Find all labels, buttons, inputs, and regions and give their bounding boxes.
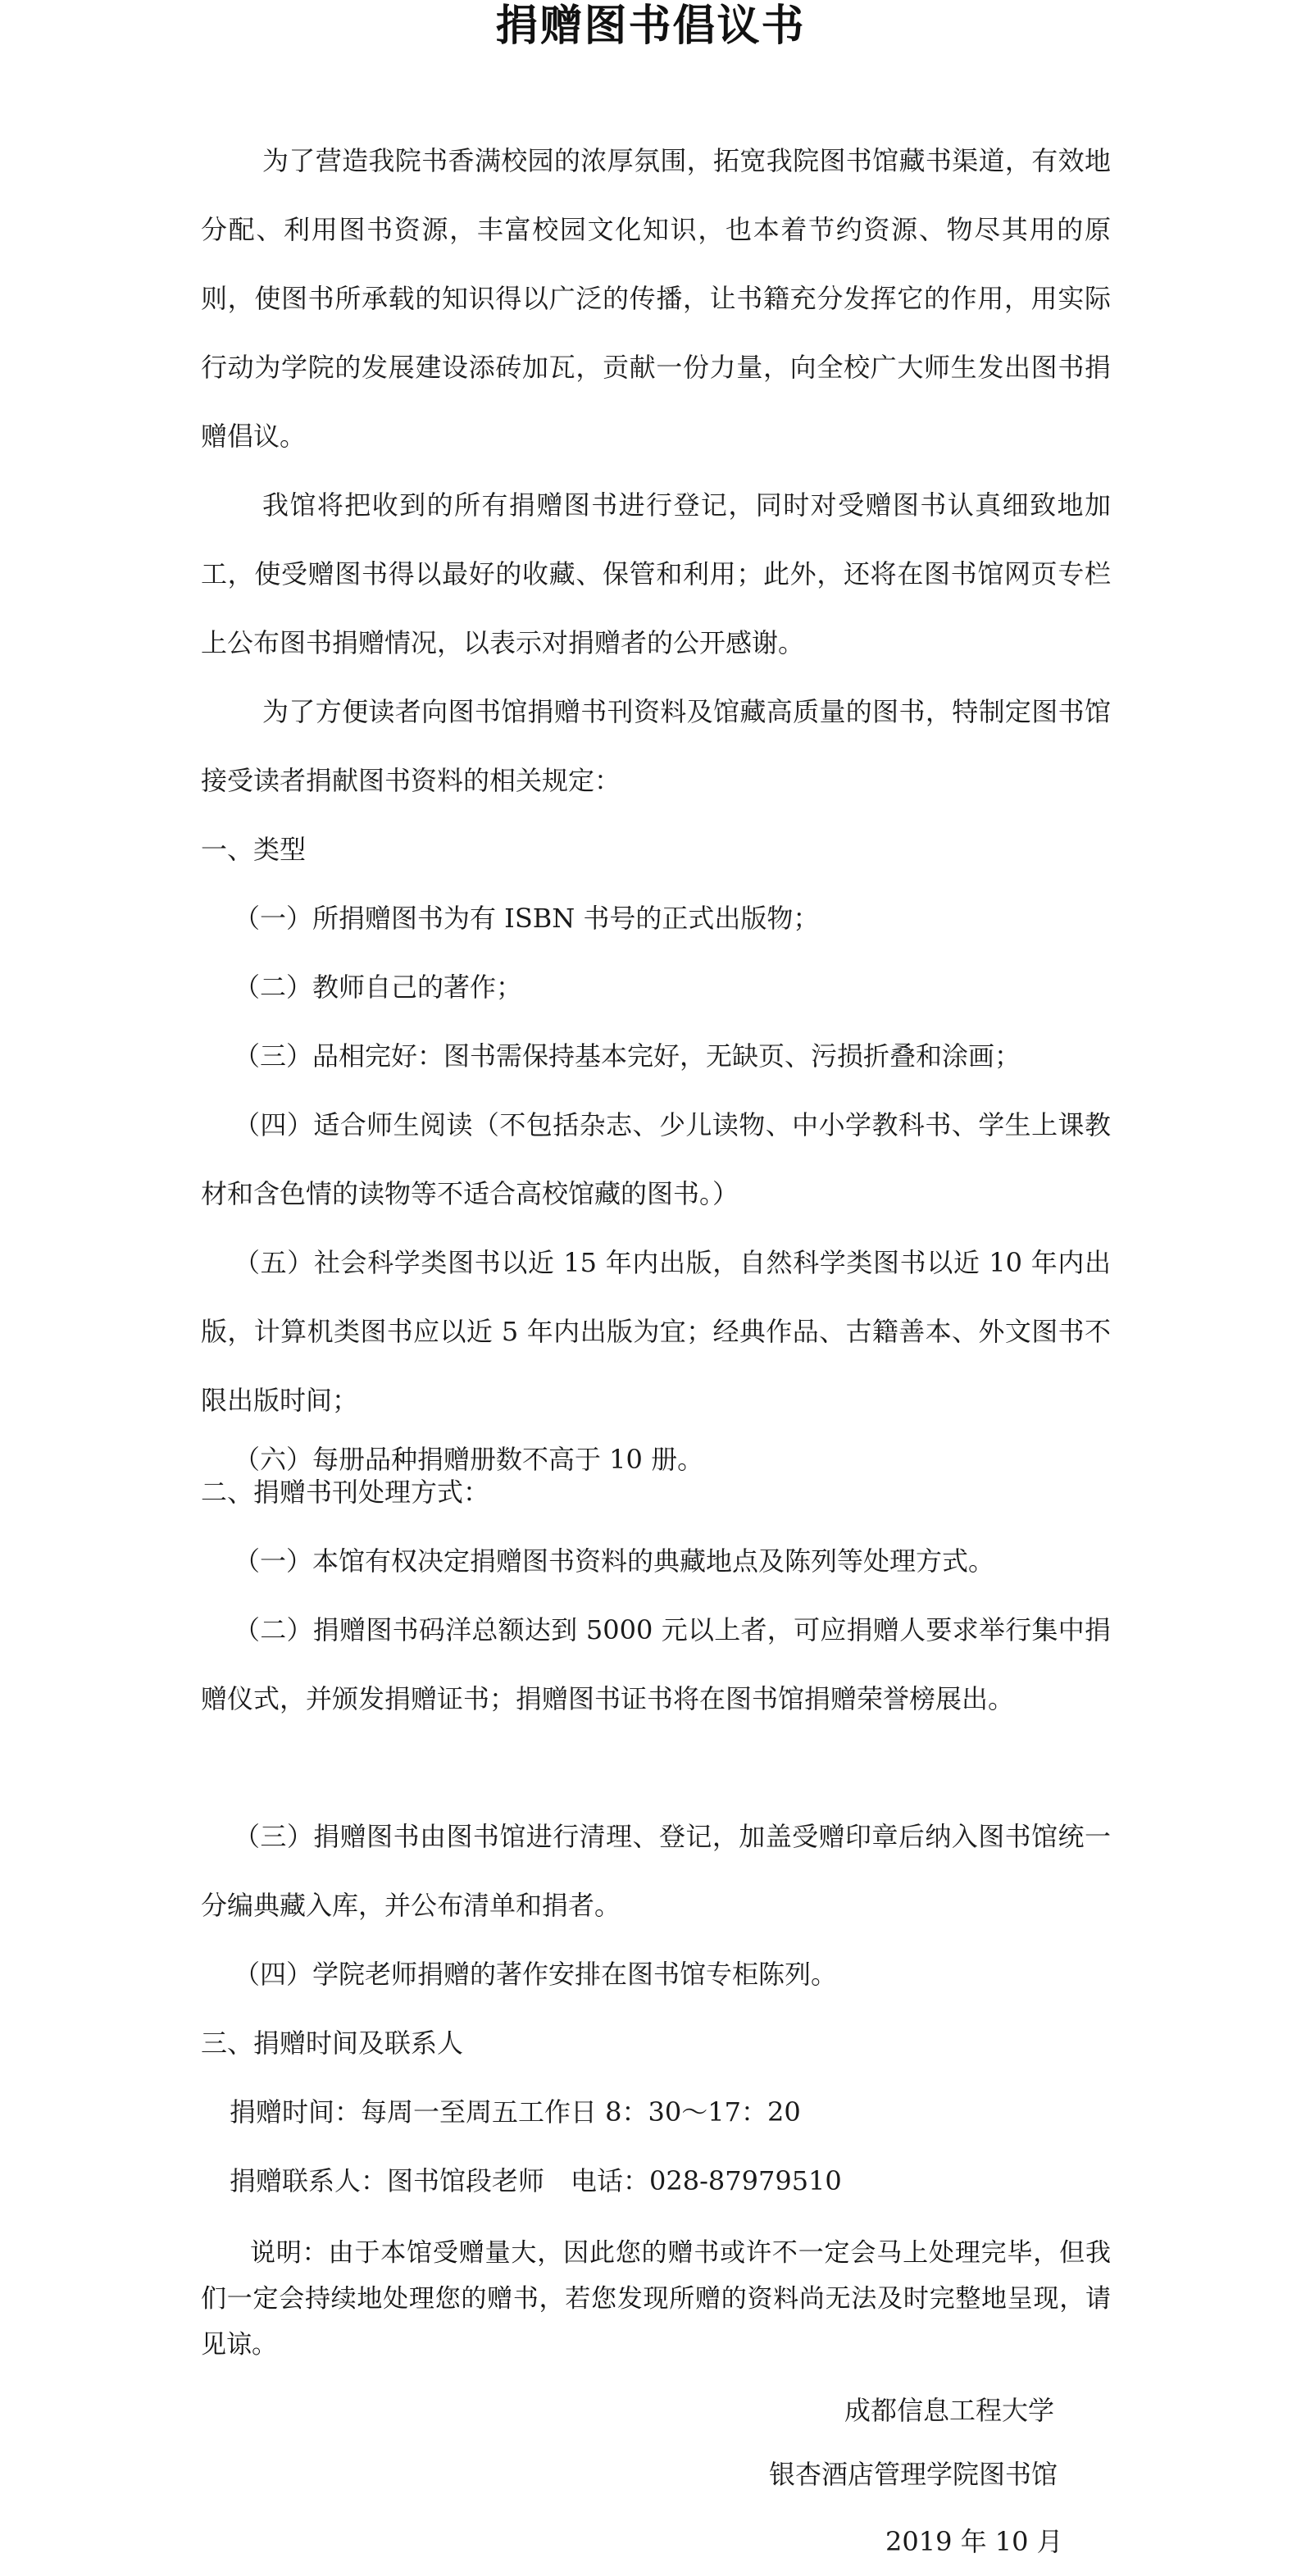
page-title: 捐赠图书倡议书	[495, 2, 806, 51]
note-paragraph: 说明：由于本馆受赠量大，因此您的赠书或许不一定会马上处理完毕，但我们一定会持续地处理您的赠书，若您发现所赠的资料尚无法及时完整地呈现，请见谅。	[201, 2238, 1111, 2360]
type-item-6: （六）每册品种捐赠册数不高于 10 册。	[234, 1444, 704, 1475]
processing-item-4: （四）学院老师捐赠的著作安排在图书馆专柜陈列。	[234, 1959, 838, 1990]
donation-time: 捐赠时间：每周一至周五工作日 8：30～17：20	[230, 2096, 801, 2128]
signature-university: 成都信息工程大学	[844, 2395, 1055, 2426]
donation-contact: 捐赠联系人：图书馆段老师 电话：028-87979510	[230, 2165, 842, 2196]
type-item-2: （二）教师自己的著作；	[234, 972, 523, 1003]
type-item-4: （四）适合师生阅读（不包括杂志、少儿读物、中小学教科书、学生上课教材和含色情的读物等不适合高校馆藏的图书。）	[201, 1109, 1111, 1209]
section-heading-types: 一、类型	[201, 834, 307, 865]
signature-date: 2019 年 10 月	[885, 2526, 1063, 2557]
type-item-5: （五）社会科学类图书以近 15 年内出版，自然科学类图书以近 10 年内出版，计算机类图书应以近 5 年内出版为宜；经典作品、古籍善本、外文图书不限出版时间；	[201, 1247, 1111, 1416]
section-heading-processing: 二、捐赠书刊处理方式：	[201, 1477, 490, 1508]
paragraph-registration: 我馆将把收到的所有捐赠图书进行登记，同时对受赠图书认真细致地加工，使受赠图书得以最好的收藏、保管和利用；此外，还将在图书馆网页专栏上公布图书捐赠情况，以表示对捐赠者的公开感谢。	[201, 489, 1111, 658]
processing-item-2: （二）捐赠图书码洋总额达到 5000 元以上者，可应捐赠人要求举行集中捐赠仪式，并颁发捐赠证书；捐赠图书证书将在图书馆捐赠荣誉榜展出。	[201, 1614, 1111, 1714]
processing-item-3: （三）捐赠图书由图书馆进行清理、登记，加盖受赠印章后纳入图书馆统一分编典藏入库，并公布清单和捐者。	[201, 1821, 1111, 1921]
type-item-3: （三）品相完好：图书需保持基本完好，无缺页、污损折叠和涂画；	[234, 1040, 1021, 1072]
section-heading-contact: 三、捐赠时间及联系人	[201, 2028, 464, 2059]
paragraph-regulations: 为了方便读者向图书馆捐赠书刊资料及馆藏高质量的图书，特制定图书馆接受读者捐献图书资料的相关规定：	[201, 696, 1111, 796]
type-item-1: （一）所捐赠图书为有 ISBN 书号的正式出版物；	[234, 903, 820, 934]
processing-item-1: （一）本馆有权决定捐赠图书资料的典藏地点及陈列等处理方式。	[234, 1545, 995, 1577]
signature-library: 银杏酒店管理学院图书馆	[769, 2459, 1058, 2490]
paragraph-intro: 为了营造我院书香满校园的浓厚氛围，拓宽我院图书馆藏书渠道，有效地分配、利用图书资源，丰富校园文化知识，也本着节约资源、物尽其用的原则，使图书所承载的知识得以广泛的传播，让书籍充分发挥它的作用，用实际行动为学院的发展建设添砖加瓦，贡献一份力量，向全校广大师生发出图书捐赠倡议。	[201, 145, 1111, 452]
